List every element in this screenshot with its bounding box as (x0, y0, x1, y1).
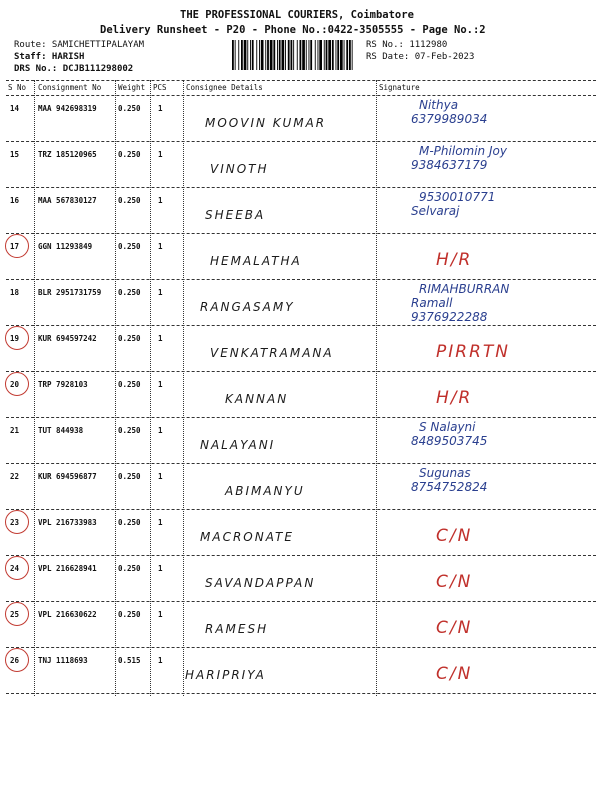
row-sno: 17 (10, 242, 20, 251)
signature-text: H/R (436, 388, 473, 408)
consignee-name: VENKATRAMANA (210, 346, 334, 360)
table-row (6, 234, 596, 280)
barcode-bar (252, 40, 254, 70)
signature-text: PIRRTN (436, 342, 510, 362)
row-weight: 0.250 (118, 610, 141, 619)
row-pcs: 1 (158, 610, 163, 619)
row-weight: 0.250 (118, 564, 141, 573)
row-consignment: TUT 844938 (38, 426, 84, 435)
row-consignment: GGN 11293849 (38, 242, 93, 251)
signature-text: 9376922288 (411, 310, 488, 324)
consignee-name: MOOVIN KUMAR (205, 116, 327, 130)
signature-text: RIMAHBURRAN (419, 282, 510, 296)
row-weight: 0.250 (118, 196, 141, 205)
col-consignee: Consignee Details (186, 83, 263, 92)
barcode-bar (293, 40, 294, 70)
barcode-bar (337, 40, 339, 70)
table-row (6, 280, 596, 326)
row-weight: 0.250 (118, 288, 141, 297)
row-consignment: BLR 2951731759 (38, 288, 102, 297)
col-pcs: PCS (153, 83, 167, 92)
col-sno: S No (8, 83, 27, 92)
row-weight: 0.250 (118, 472, 141, 481)
barcode-bar (346, 40, 348, 70)
row-consignment: VPL 216628941 (38, 564, 97, 573)
signature-text: Selvaraj (411, 204, 460, 218)
consignee-name: RAMESH (205, 622, 269, 636)
row-consignment: TNJ 1118693 (38, 656, 88, 665)
signature-text: Ramall (411, 296, 453, 310)
row-pcs: 1 (158, 656, 163, 665)
row-pcs: 1 (158, 288, 163, 297)
staff-label: Staff: HARISH (14, 52, 85, 62)
barcode-bar (232, 40, 234, 70)
signature-text: 6379989034 (411, 112, 488, 126)
row-weight: 0.250 (118, 334, 141, 343)
row-sno: 24 (10, 564, 20, 573)
barcode-bar (326, 40, 328, 70)
barcode-bar (300, 40, 302, 70)
barcode-bar (328, 40, 331, 70)
row-pcs: 1 (158, 426, 163, 435)
row-consignment: VPL 216630622 (38, 610, 97, 619)
row-pcs: 1 (158, 150, 163, 159)
barcode-bar (267, 40, 269, 70)
barcode-bar (349, 40, 351, 70)
barcode-bar (332, 40, 334, 70)
barcode-bar (259, 40, 260, 70)
row-weight: 0.250 (118, 518, 141, 527)
row-sno: 21 (10, 426, 20, 435)
row-consignment: MAA 942698319 (38, 104, 97, 113)
row-consignment: KUR 694597242 (38, 334, 97, 343)
col-weight: Weight (118, 83, 146, 92)
signature-text: 9384637179 (411, 158, 488, 172)
row-pcs: 1 (158, 380, 163, 389)
row-weight: 0.250 (118, 380, 141, 389)
row-sno: 15 (10, 150, 20, 159)
row-pcs: 1 (158, 518, 163, 527)
row-sno: 20 (10, 380, 20, 389)
column-headers (6, 81, 596, 95)
col-signature: Signature (379, 83, 420, 92)
row-sno: 18 (10, 288, 20, 297)
barcode-bar (319, 40, 322, 70)
row-sno: 26 (10, 656, 20, 665)
barcode-bar (250, 40, 251, 70)
signature-text: C/N (436, 664, 473, 684)
row-rule (6, 693, 596, 694)
table-row (6, 510, 596, 556)
row-consignment: TRZ 185120965 (38, 150, 97, 159)
consignee-name: MACRONATE (200, 530, 294, 544)
row-consignment: KUR 694596877 (38, 472, 97, 481)
table-row (6, 556, 596, 602)
row-weight: 0.250 (118, 242, 141, 251)
signature-text: 9530010771 (419, 190, 496, 204)
barcode-bar (336, 40, 337, 70)
barcode-bar (256, 40, 257, 70)
consignee-name: SHEEBA (205, 208, 266, 222)
col-consignment: Consignment No (38, 83, 102, 92)
table-row (6, 418, 596, 464)
signature-text: Sugunas (419, 466, 471, 480)
row-pcs: 1 (158, 196, 163, 205)
signature-text: 8489503745 (411, 434, 488, 448)
barcode-bar (238, 40, 239, 70)
barcode-bar (273, 40, 275, 70)
barcode-image (232, 40, 357, 70)
signature-text: Nithya (419, 98, 459, 112)
consignee-name: SAVANDAPPAN (205, 576, 316, 590)
barcode-bar (344, 40, 345, 70)
barcode-bar (306, 40, 307, 70)
rule-top (6, 80, 596, 81)
barcode-bar (282, 40, 285, 70)
row-sno: 23 (10, 518, 20, 527)
barcode-bar (288, 40, 290, 70)
signature-text: M-Philomin Joy (419, 144, 507, 158)
row-pcs: 1 (158, 104, 163, 113)
row-pcs: 1 (158, 242, 163, 251)
signature-text: 8754752824 (411, 480, 488, 494)
route-label: Route: SAMICHETTIPALAYAM (14, 40, 145, 50)
row-weight: 0.515 (118, 656, 141, 665)
table-row (6, 188, 596, 234)
row-consignment: TRP 7928103 (38, 380, 88, 389)
consignee-name: HEMALATHA (210, 254, 302, 268)
barcode-bar (244, 40, 247, 70)
row-consignment: VPL 216733983 (38, 518, 97, 527)
barcode-bar (352, 40, 353, 70)
row-pcs: 1 (158, 472, 163, 481)
signature-text: C/N (436, 572, 473, 592)
row-consignment: MAA 567830127 (38, 196, 97, 205)
row-pcs: 1 (158, 564, 163, 573)
barcode-bar (340, 40, 343, 70)
row-sno: 16 (10, 196, 20, 205)
signature-text: S Nalayni (419, 420, 476, 434)
table-row (6, 326, 596, 372)
consignee-name: HARIPRIYA (185, 668, 266, 682)
consignee-name: KANNAN (225, 392, 289, 406)
row-weight: 0.250 (118, 426, 141, 435)
row-sno: 25 (10, 610, 20, 619)
barcode-bar (279, 40, 281, 70)
barcode-bar (310, 40, 312, 70)
barcode-bar (324, 40, 325, 70)
barcode-bar (277, 40, 278, 70)
barcode-bar (270, 40, 273, 70)
barcode-bar (265, 40, 266, 70)
row-sno: 22 (10, 472, 20, 481)
barcode-bar (302, 40, 305, 70)
consignee-name: NALAYANI (200, 438, 276, 452)
barcode-bar (297, 40, 298, 70)
row-sno: 19 (10, 334, 20, 343)
consignee-name: ABIMANYU (225, 484, 305, 498)
table-row (6, 602, 596, 648)
table-row (6, 464, 596, 510)
rs-number: RS No.: 1112980 (366, 40, 448, 50)
table-row (6, 96, 596, 142)
signature-text: H/R (436, 250, 473, 270)
consignee-name: RANGASAMY (200, 300, 295, 314)
barcode-bar (309, 40, 310, 70)
barcode-bar (241, 40, 243, 70)
company-title: THE PROFESSIONAL COURIERS, Coimbatore (180, 9, 414, 21)
row-weight: 0.250 (118, 150, 141, 159)
barcode-bar (315, 40, 316, 70)
row-sno: 14 (10, 104, 20, 113)
signature-text: C/N (436, 526, 473, 546)
barcode-bar (318, 40, 319, 70)
barcode-bar (261, 40, 264, 70)
rs-date: RS Date: 07-Feb-2023 (366, 52, 475, 62)
table-row (6, 142, 596, 188)
row-pcs: 1 (158, 334, 163, 343)
barcode-bar (247, 40, 248, 70)
drs-label: DRS No.: DCJB111298002 (14, 64, 134, 74)
table-row (6, 648, 596, 694)
barcode-bar (235, 40, 236, 70)
table-row (6, 372, 596, 418)
barcode-bar (291, 40, 293, 70)
row-weight: 0.250 (118, 104, 141, 113)
runsheet-title: Delivery Runsheet - P20 - Phone No.:0422-3505555 - Page No.:2 (100, 24, 486, 36)
runsheet-header (0, 0, 600, 80)
barcode-bar (285, 40, 286, 70)
consignee-name: VINOTH (210, 162, 269, 176)
signature-text: C/N (436, 618, 473, 638)
